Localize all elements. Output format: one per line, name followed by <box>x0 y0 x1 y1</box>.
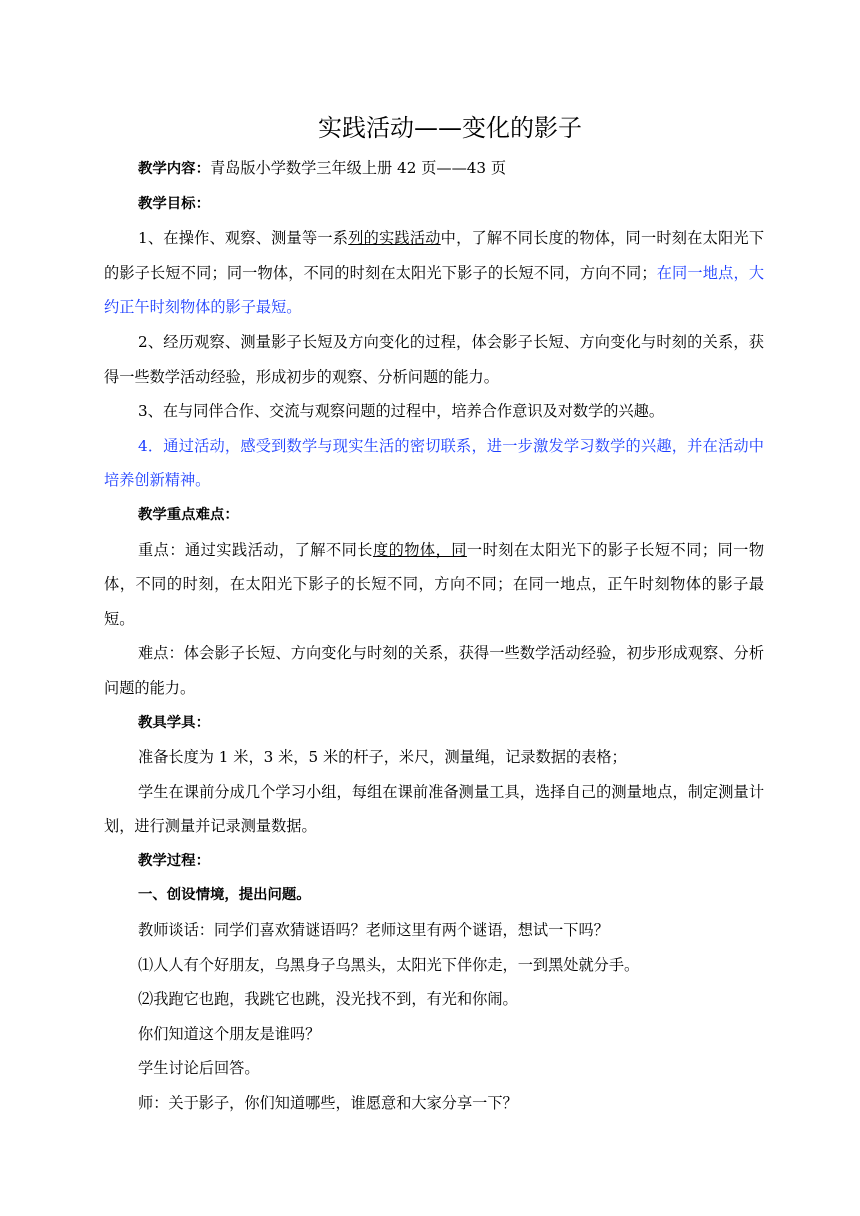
process-heading: 教学过程： <box>138 852 210 869</box>
process-line-4: 你们知道这个朋友是谁吗？ <box>138 1024 321 1043</box>
process-line-1: 教师谈话：同学们喜欢猜谜语吗？老师这里有两个谜语，想试一下吗？ <box>138 921 609 940</box>
process-section-1: 一、创设情境，提出问题。 <box>138 887 311 904</box>
key-focus-underlined: 度的物体，同 <box>372 540 467 559</box>
content-line <box>104 151 764 187</box>
process-line-6: 师：关于影子，你们知道哪些，谁愿意和大家分享一下？ <box>138 1094 518 1113</box>
goal-1-underlined: 列的实践活动 <box>348 229 441 248</box>
key-focus <box>104 533 764 637</box>
goal-1 <box>104 221 764 325</box>
goal-1-highlight: 在同一地点，大约正午时刻物体的影子最短。 <box>104 263 765 317</box>
process-line-3: ⑵我跑它也跑，我跳它也跳，没光找不到，有光和你闹。 <box>138 990 518 1009</box>
page-title: 实践活动——变化的影子 <box>318 114 582 142</box>
document-body <box>104 151 764 1121</box>
key-focus-text-a: 重点：通过实践活动，了解不同长 <box>138 540 373 559</box>
goal-3: 3、在与同伴合作、交流与观察问题的过程中，培养合作意识及对数学的兴趣。 <box>138 402 665 421</box>
goals-heading: 教学目标： <box>138 195 210 212</box>
process-line-2: ⑴人人有个好朋友，乌黑身子乌黑头，太阳光下伴你走，一到黑处就分手。 <box>138 955 640 974</box>
content-text: 青岛版小学数学三年级上册 42 页——43 页 <box>209 159 507 177</box>
key-focus-text-b: 一时刻在太阳光下的影子长短不同；同一物体，不同的时刻，在太阳光下影子的长短不同，方向不同；在同一地点，正午时刻物体的影子最短。 <box>104 540 765 628</box>
tools-heading: 教具学具： <box>138 714 210 731</box>
key-heading: 教学重点难点： <box>138 506 239 523</box>
process-line-5: 学生讨论后回答。 <box>138 1059 260 1078</box>
tools-line-1: 准备长度为 1 米，3 米，5 米的杆子，米尺，测量绳，记录数据的表格； <box>138 748 627 767</box>
content-label: 教学内容： <box>138 161 210 177</box>
goal-4: 4．通过活动，感受到数学与现实生活的密切联系，进一步激发学习数学的兴趣，并在活动中培养创新精神。 <box>104 436 764 490</box>
tools-line-2: 学生在课前分成几个学习小组，每组在课前准备测量工具，选择自己的测量地点，制定测量计划，进行测量并记录测量数据。 <box>104 782 764 836</box>
key-difficulty: 难点：体会影子长短、方向变化与时刻的关系，获得一些数学活动经验，初步形成观察、分析问题的能力。 <box>104 644 764 697</box>
goal-1-text-a: 1、在操作、观察、测量等一系 <box>138 229 349 248</box>
goal-1-text-b: 中，了解不同长度的物体，同一时刻在太阳光下的影子长短不同；同一物体，不同的时刻在太阳光下影子的长短不同，方向不同； <box>104 229 765 282</box>
goal-2: 2、经历观察、测量影子长短及方向变化的过程，体会影子长短、方向变化与时刻的关系，获得一些数学活动经验，形成初步的观察、分析问题的能力。 <box>104 332 764 386</box>
